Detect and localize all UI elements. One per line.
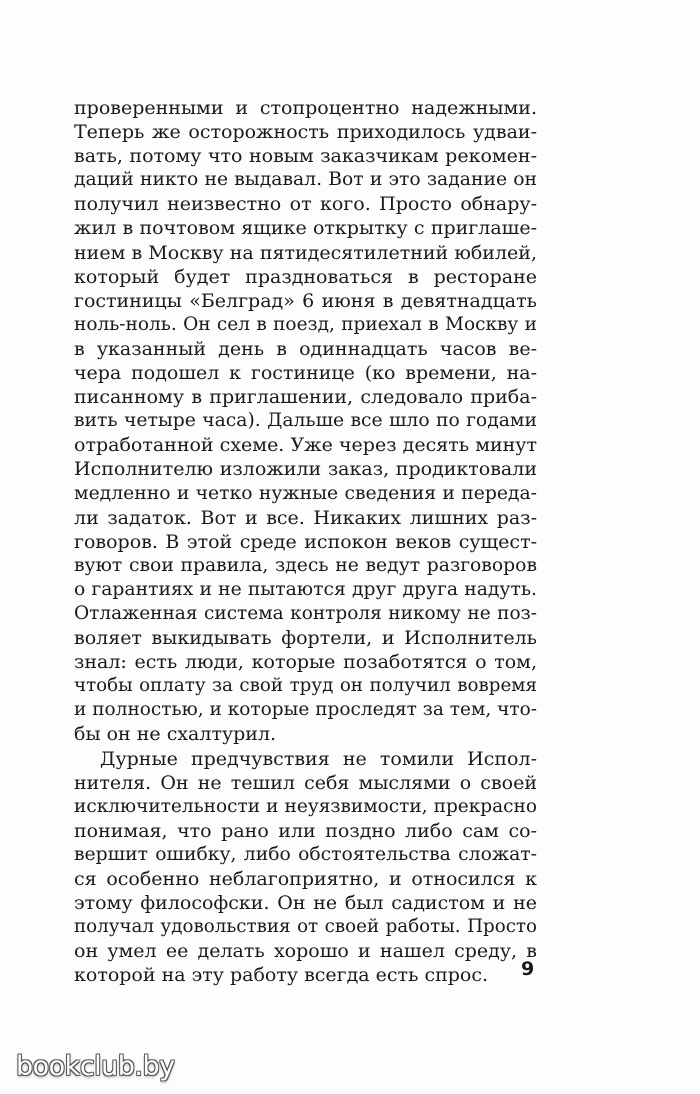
- text-line: нителя. Он не тешил себя мыслями о своей: [74, 771, 537, 794]
- text-line: писанному в приглашении, следовало приба-: [74, 386, 537, 409]
- text-line: чтобы оплату за свой труд он получил вовремя: [74, 675, 537, 697]
- paragraph-first-line: Дурные предчувствия не томили Испол-: [100, 747, 537, 770]
- text-line: в указанный день в одиннадцать часов ве-: [74, 337, 537, 360]
- text-line: медленно и четко нужные сведения и переда-: [74, 482, 537, 504]
- text-line: нием в Москву на пятидесятилетний юбилей,: [74, 241, 537, 264]
- text-line: этому философски. Он не был садистом и не: [74, 892, 537, 915]
- text-line: который будет праздноваться в ресторане: [74, 265, 537, 288]
- text-line: даций никто не выдавал. Вот и это задание он: [74, 169, 537, 191]
- text-line: проверенными и стопроцентно надежными.: [74, 97, 537, 119]
- text-line: понимая, что рано или поздно либо сам со-: [74, 819, 537, 842]
- page-number: 9: [521, 958, 535, 980]
- text-line: о гарантиях и не пытаются друг друга надуть.: [74, 578, 537, 600]
- paragraph-last-line: бы он не схалтурил.: [74, 723, 277, 746]
- text-line: ся особенно неблагоприятно, и относился к: [74, 868, 537, 890]
- text-line: получил неизвестно от кого. Просто обнару-: [74, 193, 537, 216]
- text-line: Отлаженная система контроля никому не поз-: [74, 602, 537, 624]
- text-line: ноль-ноль. Он сел в поезд, приехал в Москву и: [74, 313, 537, 335]
- text-line: он умел ее делать хорошо и нашел среду, в: [74, 940, 537, 963]
- text-line: чера подошел к гостинице (ко времени, на-: [74, 362, 537, 385]
- text-line: вить четыре часа). Дальше все шло по годами: [74, 410, 537, 432]
- paragraph-last-line: которой на эту работу всегда есть спрос.: [74, 964, 489, 987]
- text-line: вуют свои правила, здесь не ведут разговоров: [74, 554, 537, 576]
- page-text: [74, 96, 537, 987]
- text-line: Теперь же осторожность приходилось удваи-: [74, 121, 537, 144]
- text-line: ли задаток. Вот и все. Никаких лишних раз-: [74, 506, 537, 529]
- watermark: bookclub.by: [16, 1051, 175, 1082]
- text-line: воляет выкидывать фортели, и Исполнитель: [74, 627, 537, 650]
- text-line: исключительности и неуязвимости, прекрасно: [74, 795, 537, 817]
- text-line: получал удовольствия от своей работы. Просто: [74, 916, 537, 938]
- text-line: отработанной схеме. Уже через десять минут: [74, 434, 537, 457]
- text-line: говоров. В этой среде испокон веков сущест-: [74, 530, 537, 553]
- text-line: вершит ошибку, либо обстоятельства сложат-: [74, 843, 537, 865]
- text-line: гостиницы «Белград» 6 июня в девятнадцать: [74, 289, 537, 312]
- text-line: вать, потому что новым заказчикам рекомен-: [74, 145, 537, 168]
- text-line: и полностью, и которые проследят за тем, что-: [74, 699, 537, 721]
- text-line: Исполнителю изложили заказ, продиктовали: [74, 458, 537, 481]
- text-line: знал: есть люди, которые позаботятся о том,: [74, 651, 537, 674]
- text-line: жил в почтовом ящике открытку с приглаше-: [74, 217, 537, 240]
